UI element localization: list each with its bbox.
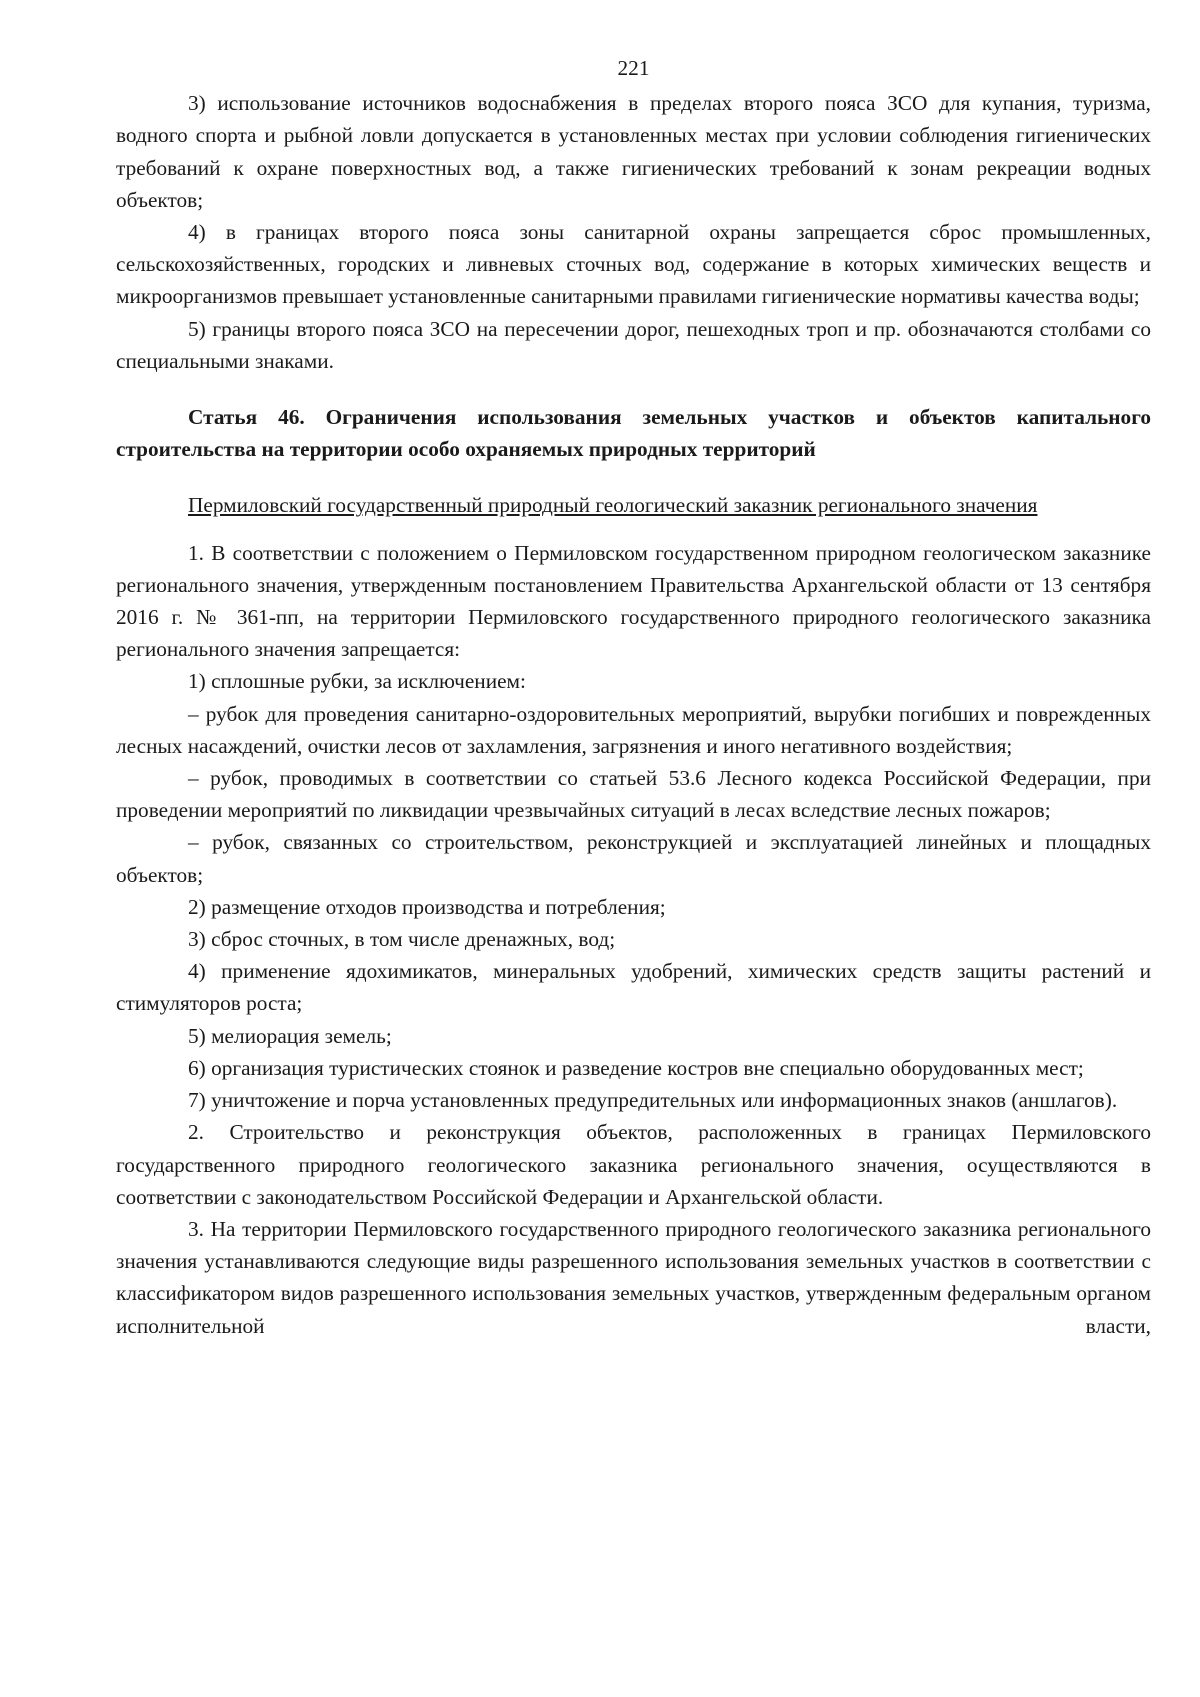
paragraph: 4) в границах второго пояса зоны санитарной охраны запрещается сброс промышленных, сельскохозяйственных, городских и ливневых сточных вод, содержание в которых химических веществ и микроорганизмов превышает установленные санитарными правилами гигиенические нормативы качества воды; [116,220,1151,309]
paragraph: 2) размещение отходов производства и потребления; [188,894,666,919]
article-heading: Статья 46. Ограничения использования земельных участков и объектов капитального строительства на территории особо охраняемых природных территорий [116,405,1151,462]
paragraph: 6) организация туристических стоянок и разведение костров вне специально оборудованных мест; [188,1055,1084,1080]
reserve-heading: Пермиловский государственный природный геологический заказник регионального значения [188,493,1038,518]
paragraph: 2. Строительство и реконструкция объектов, расположенных в границах Пермиловского государственного природного геологического заказника регионального значения, осуществляются в соответствии с законодательством Российской Федерации и Архангельской области. [116,1120,1151,1209]
paragraph: – рубок, проводимых в соответствии со статьей 53.6 Лесного кодекса Российской Федерации, при проведении мероприятий по ликвидации чрезвычайных ситуаций в лесах вследствие лесных пожаров; [116,766,1151,823]
paragraph: 5) мелиорация земель; [188,1023,392,1048]
paragraph: – рубок для проведения санитарно-оздоровительных мероприятий, вырубки погибших и поврежденных лесных насаждений, очистки лесов от захламления, загрязнения и иного негативного воздействия; [116,701,1151,758]
paragraph: 3) сброс сточных, в том числе дренажных, вод; [188,927,616,952]
page-number: 221 [617,56,650,80]
paragraph: 1. В соответствии с положением о Пермиловском государственном природном геологическом заказнике регионального значения, утвержденным постановлением Правительства Архангельской области от 13 сентября 2016 г. № 361-пп, на территории Пермиловского государственного природного геологического заказника регионального значения запрещается: [116,540,1151,662]
paragraph: 1) сплошные рубки, за исключением: [188,669,526,694]
paragraph: 7) уничтожение и порча установленных предупредительных или информационных знаков (аншлагов). [188,1088,1118,1113]
document-page [116,52,1151,1342]
paragraph: 3. На территории Пермиловского государственного природного геологического заказника регионального значения устанавливаются следующие виды разрешенного использования земельных участков в соответствии с классификатором видов разрешенного использования земельных участков, утвержденным федеральным органом исполнительной власти, [116,1216,1151,1338]
paragraph: 4) применение ядохимикатов, минеральных удобрений, химических средств защиты растений и стимуляторов роста; [116,959,1151,1016]
paragraph: 5) границы второго пояса ЗСО на пересечении дорог, пешеходных троп и пр. обозначаются столбами со специальными знаками. [116,316,1151,373]
paragraph: 3) использование источников водоснабжения в пределах второго пояса ЗСО для купания, туризма, водного спорта и рыбной ловли допускается в установленных местах при условии соблюдения гигиенических требований к охране поверхностных вод, а также гигиенических требований к зонам рекреации водных объектов; [116,91,1151,212]
paragraph: – рубок, связанных со строительством, реконструкцией и эксплуатацией линейных и площадных объектов; [116,830,1151,887]
